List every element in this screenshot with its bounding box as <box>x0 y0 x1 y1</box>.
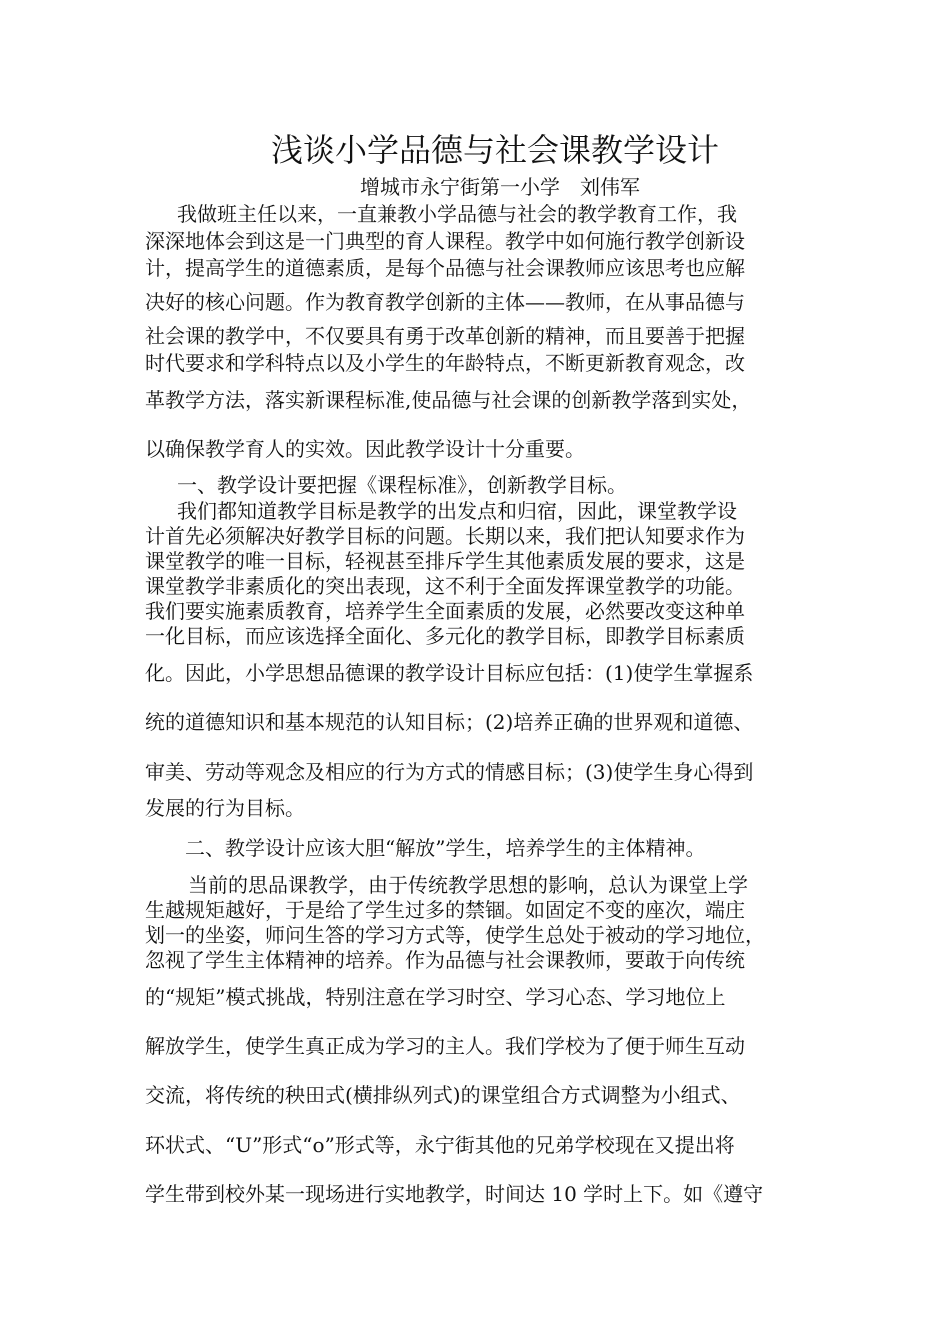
text-line: 决好的核心问题。作为教育教学创新的主体——教师，在从事品德与 <box>145 290 745 314</box>
text-line: 生越规矩越好，于是给了学生过多的禁锢。如固定不变的座次，端庄 <box>145 898 745 922</box>
text-line: 我做班主任以来，一直兼教小学品德与社会的教学教育工作，我 <box>177 202 737 226</box>
text-line: 统的道德知识和基本规范的认知目标；(2)培养正确的世界观和道德、 <box>145 710 754 734</box>
text-line: 学生带到校外某一现场进行实地教学，时间达 10 学时上下。如《遵守 <box>145 1182 764 1206</box>
text-line: 革教学方法，落实新课程标准,使品德与社会课的创新教学落到实处， <box>145 388 752 412</box>
text-line: 课堂教学的唯一目标，轻视甚至排斥学生其他素质发展的要求，这是 <box>145 549 745 573</box>
text-line: 划一的坐姿，师问生答的学习方式等，使学生总处于被动的学习地位， <box>145 923 765 947</box>
author-line: 增城市永宁街第一小学 刘伟军 <box>360 175 640 199</box>
text-line: 的“规矩”模式挑战，特别注意在学习时空、学习心态、学习地位上 <box>145 985 726 1009</box>
text-line: 我们要实施素质教育，培养学生全面素质的发展，必然要改变这种单 <box>145 599 745 623</box>
text-line: 当前的思品课教学，由于传统教学思想的影响，总认为课堂上学 <box>188 873 748 897</box>
text-line: 以确保教学育人的实效。因此教学设计十分重要。 <box>145 437 585 461</box>
text-line: 交流，将传统的秧田式(横排纵列式)的课堂组合方式调整为小组式、 <box>145 1083 741 1107</box>
text-line: 环状式、“U”形式“o”形式等，永宁街其他的兄弟学校现在又提出将 <box>145 1133 735 1157</box>
document-title: 浅谈小学品德与社会课教学设计 <box>270 131 719 169</box>
text-line: 忽视了学生主体精神的培养。作为品德与社会课教师，要敢于向传统 <box>145 948 745 972</box>
section-heading: 二、教学设计应该大胆“解放”学生，培养学生的主体精神。 <box>185 836 706 860</box>
text-line: 发展的行为目标。 <box>145 796 305 820</box>
text-line: 我们都知道教学目标是教学的出发点和归宿，因此，课堂教学设 <box>177 499 737 523</box>
text-line: 时代要求和学科特点以及小学生的年龄特点，不断更新教育观念，改 <box>145 351 745 375</box>
section-heading: 一、教学设计要把握《课程标准》，创新教学目标。 <box>177 473 627 497</box>
text-line: 化。因此，小学思想品德课的教学设计目标应包括：(1)使学生掌握系 <box>145 661 754 685</box>
text-line: 计首先必须解决好教学目标的问题。长期以来，我们把认知要求作为 <box>145 524 745 548</box>
text-line: 课堂教学非素质化的突出表现，这不利于全面发挥课堂教学的功能。 <box>145 574 745 598</box>
text-line: 一化目标，而应该选择全面化、多元化的教学目标，即教学目标素质 <box>145 624 745 648</box>
text-line: 审美、劳动等观念及相应的行为方式的情感目标；(3)使学生身心得到 <box>145 760 754 784</box>
text-line: 计，提高学生的道德素质，是每个品德与社会课教师应该思考也应解 <box>145 256 745 280</box>
text-line: 社会课的教学中，不仅要具有勇于改革创新的精神，而且要善于把握 <box>145 324 745 348</box>
text-line: 解放学生，使学生真正成为学习的主人。我们学校为了便于师生互动 <box>145 1034 745 1058</box>
text-line: 深深地体会到这是一门典型的育人课程。教学中如何施行教学创新设 <box>145 229 745 253</box>
